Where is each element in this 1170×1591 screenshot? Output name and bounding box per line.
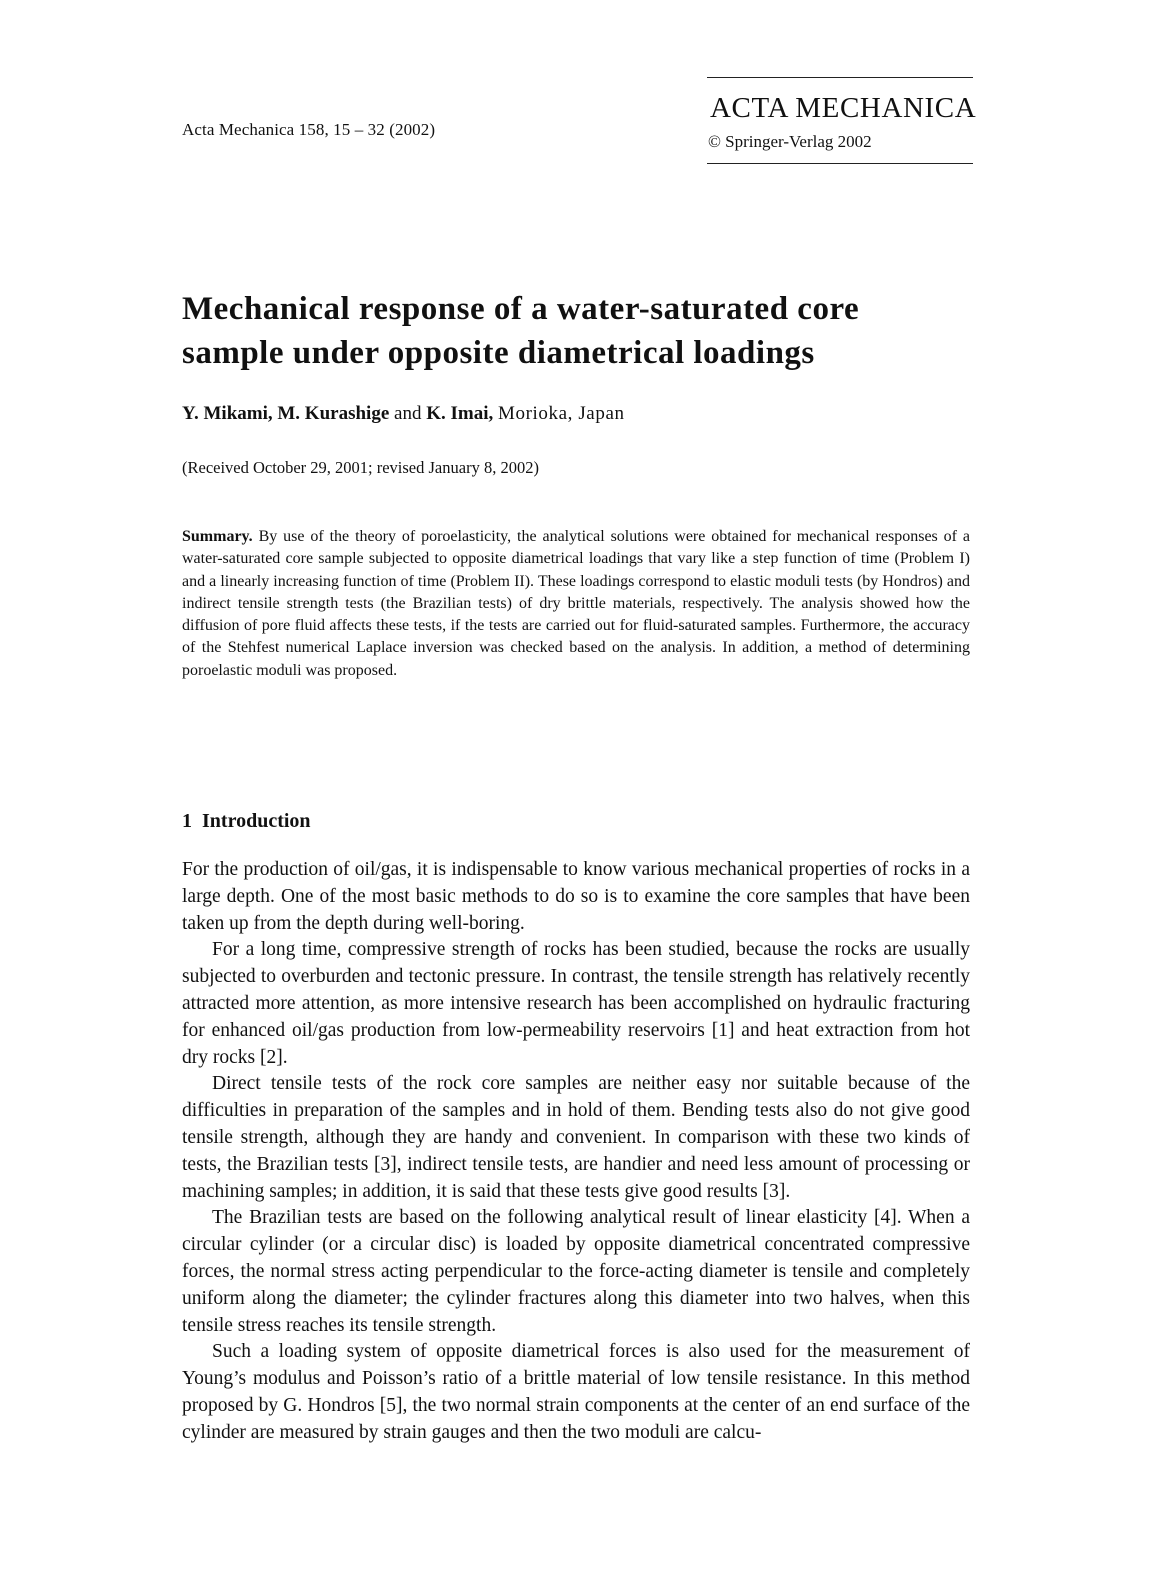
summary-paragraph bbox=[182, 526, 970, 682]
copyright-notice: © Springer-Verlag 2002 bbox=[708, 132, 872, 151]
body-paragraph: The Brazilian tests are based on the following analytical result of linear elasticity [4]. When a circular cylinder (or a circular disc) is loaded by opposite diametrical concentrated compressive forces, the normal stress acting perpendicular to the force-acting diameter is tensile and completely uniform along the diameter; the cylinder fractures along this diameter into two halves, when this tensile stress reaches its tensile strength. bbox=[182, 1207, 970, 1336]
article-title: Mechanical response of a water-saturated core sample under opposite diametrical loadings bbox=[182, 291, 860, 371]
body-paragraph: Direct tensile tests of the rock core samples are neither easy nor suitable because of the difficulties in preparation of the samples and in hold of them. Bending tests also do not give good tensile strength, although they are handy and convenient. In comparison with these two kinds of tests, the Brazilian tests [3], indirect tensile tests, are handier and need less amount of processing or machining samples; in addition, it is said that these tests give good results [3]. bbox=[182, 1073, 970, 1202]
header-rule-top bbox=[707, 77, 973, 78]
author-line bbox=[182, 403, 625, 425]
author-location: Morioka, Japan bbox=[497, 403, 625, 424]
summary-text: By use of the theory of poroelasticity, the analytical solutions were obtained for mechanical responses of a water-saturated core sample subjected to opposite diametrical loadings that vary like a step function of time (Problem I) and a linearly increasing function of time (Problem II). These loadings correspond to elastic moduli tests (by Hondros) and indirect tensile strength tests (the Brazilian tests) of dry brittle materials, respectively. The analysis showed how the diffusion of pore fluid affects these tests, if the tests are carried out for fluid-saturated samples. Furthermore, the accuracy of the Stehfest numerical Laplace inversion was checked based on the analysis. In addition, a method of determining poroelastic moduli was proposed. bbox=[182, 528, 971, 679]
section-title: Introduction bbox=[202, 810, 311, 832]
journal-citation: Acta Mechanica 158, 15 – 32 (2002) bbox=[182, 120, 436, 139]
summary-label: Summary. bbox=[182, 528, 253, 545]
header-rule-bottom bbox=[707, 163, 973, 164]
journal-name: ACTA MECHANICA bbox=[710, 92, 977, 124]
section-number: 1 bbox=[182, 810, 192, 832]
author-kurashige: M. Kurashige bbox=[277, 403, 390, 424]
received-dates: (Received October 29, 2001; revised January 8, 2002) bbox=[182, 458, 539, 477]
body-paragraph: Such a loading system of opposite diametrical forces is also used for the measurement of Young’s modulus and Poisson’s ratio of a brittle material of low tensile resistance. In this method proposed by G. Hondros [5], the two normal strain components at the center of an end surface of the cylinder are measured by strain gauges and then the two moduli are calcu- bbox=[182, 1341, 970, 1443]
author-mikami: Y. Mikami, bbox=[182, 403, 273, 424]
author-conjunction: and bbox=[394, 403, 422, 424]
body-paragraph: For the production of oil/gas, it is indispensable to know various mechanical properties of rocks in a large depth. One of the most basic methods to do so is to examine the core samples that have been taken up from the depth during well-boring. bbox=[182, 859, 970, 934]
section-body bbox=[182, 857, 970, 1447]
author-imai: K. Imai, bbox=[426, 403, 494, 424]
section-heading bbox=[182, 810, 311, 833]
body-paragraph: For a long time, compressive strength of rocks has been studied, because the rocks are usually subjected to overburden and tectonic pressure. In contrast, the tensile strength has relatively recently attracted more attention, as more intensive research has been accomplished on hydraulic fracturing for enhanced oil/gas production from low-permeability reservoirs [1] and heat extraction from hot dry rocks [2]. bbox=[182, 939, 970, 1068]
